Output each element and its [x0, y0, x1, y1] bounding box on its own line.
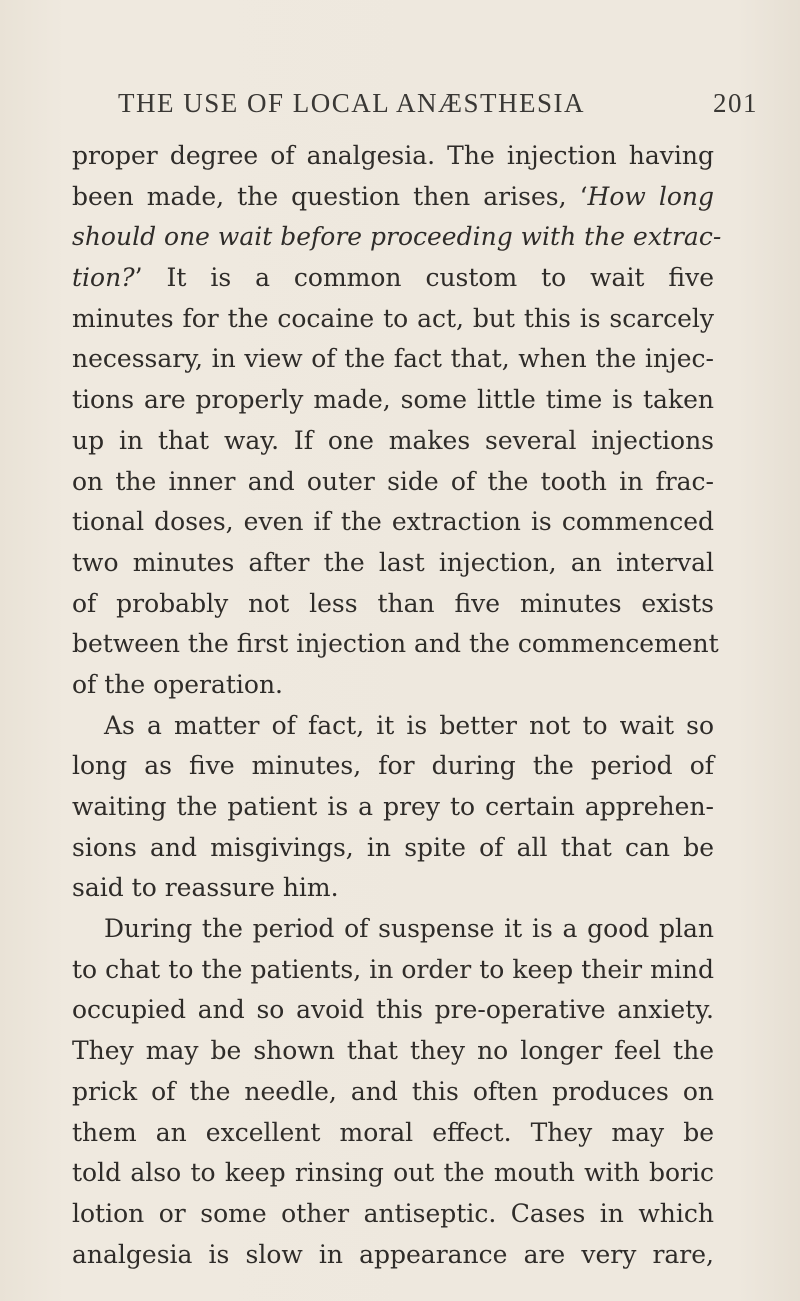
text-line: long as five minutes, for during the period of	[72, 751, 714, 781]
text-line: them an excellent moral effect. They may be	[72, 1117, 714, 1147]
text-line: between the first injection and the commencement	[72, 629, 719, 659]
text-line: minutes for the cocaine to act, but this is scarcely	[72, 303, 714, 333]
running-head	[118, 88, 758, 128]
text-line: two minutes after the last injection, an interval	[72, 547, 714, 577]
italic-text-run: tion?	[72, 263, 135, 293]
text-line: sions and misgivings, in spite of all that can be	[72, 832, 714, 862]
page-number: 201	[713, 88, 758, 118]
body-text	[72, 136, 722, 1275]
text-line: proper degree of analgesia. The injection having	[72, 141, 714, 170]
text-line: tions are properly made, some little time is taken	[72, 385, 714, 415]
text-line	[72, 258, 714, 299]
text-line: on the inner and outer side of the tooth in frac-	[72, 466, 714, 496]
text-line: As a matter of fact, it is better not to wait so	[104, 710, 714, 740]
text-line	[72, 177, 714, 218]
text-line: lotion or some other antiseptic. Cases in which	[72, 1198, 714, 1228]
text-line: of probably not less than five minutes exists	[72, 588, 714, 618]
paragraph-3	[72, 909, 714, 1275]
running-title: THE USE OF LOCAL ANÆSTHESIA	[118, 88, 586, 118]
text-line: said to reassure him.	[72, 873, 339, 903]
text-line: tional doses, even if the extraction is commenced	[72, 507, 714, 537]
text-line: During the period of suspense it is a good plan	[104, 914, 714, 944]
paragraph-2	[72, 706, 714, 909]
text-line: of the operation.	[72, 669, 283, 699]
text-run: been made, the question then arises, ‘	[72, 181, 588, 211]
text-line: prick of the needle, and this often produces on	[72, 1076, 714, 1106]
text-line: occupied and so avoid this pre-operative anxiety.	[72, 995, 714, 1025]
text-line: They may be shown that they no longer feel the	[72, 1036, 714, 1066]
text-line: necessary, in view of the fact that, when the injec-	[72, 344, 714, 374]
paragraph-1	[72, 136, 722, 706]
italic-text-run: should one wait before proceeding with the extrac-	[72, 222, 722, 252]
text-line: told also to keep rinsing out the mouth with boric	[72, 1158, 714, 1188]
text-line: analgesia is slow in appearance are very rare,	[72, 1239, 714, 1269]
text-line	[72, 217, 722, 258]
text-line: up in that way. If one makes several injections	[72, 425, 714, 455]
text-line: to chat to the patients, in order to keep their mind	[72, 954, 714, 984]
text-line: waiting the patient is a prey to certain apprehen-	[72, 792, 714, 821]
italic-text-run: How long	[587, 181, 714, 211]
text-run: ’ It is a common custom to wait five	[134, 263, 714, 293]
